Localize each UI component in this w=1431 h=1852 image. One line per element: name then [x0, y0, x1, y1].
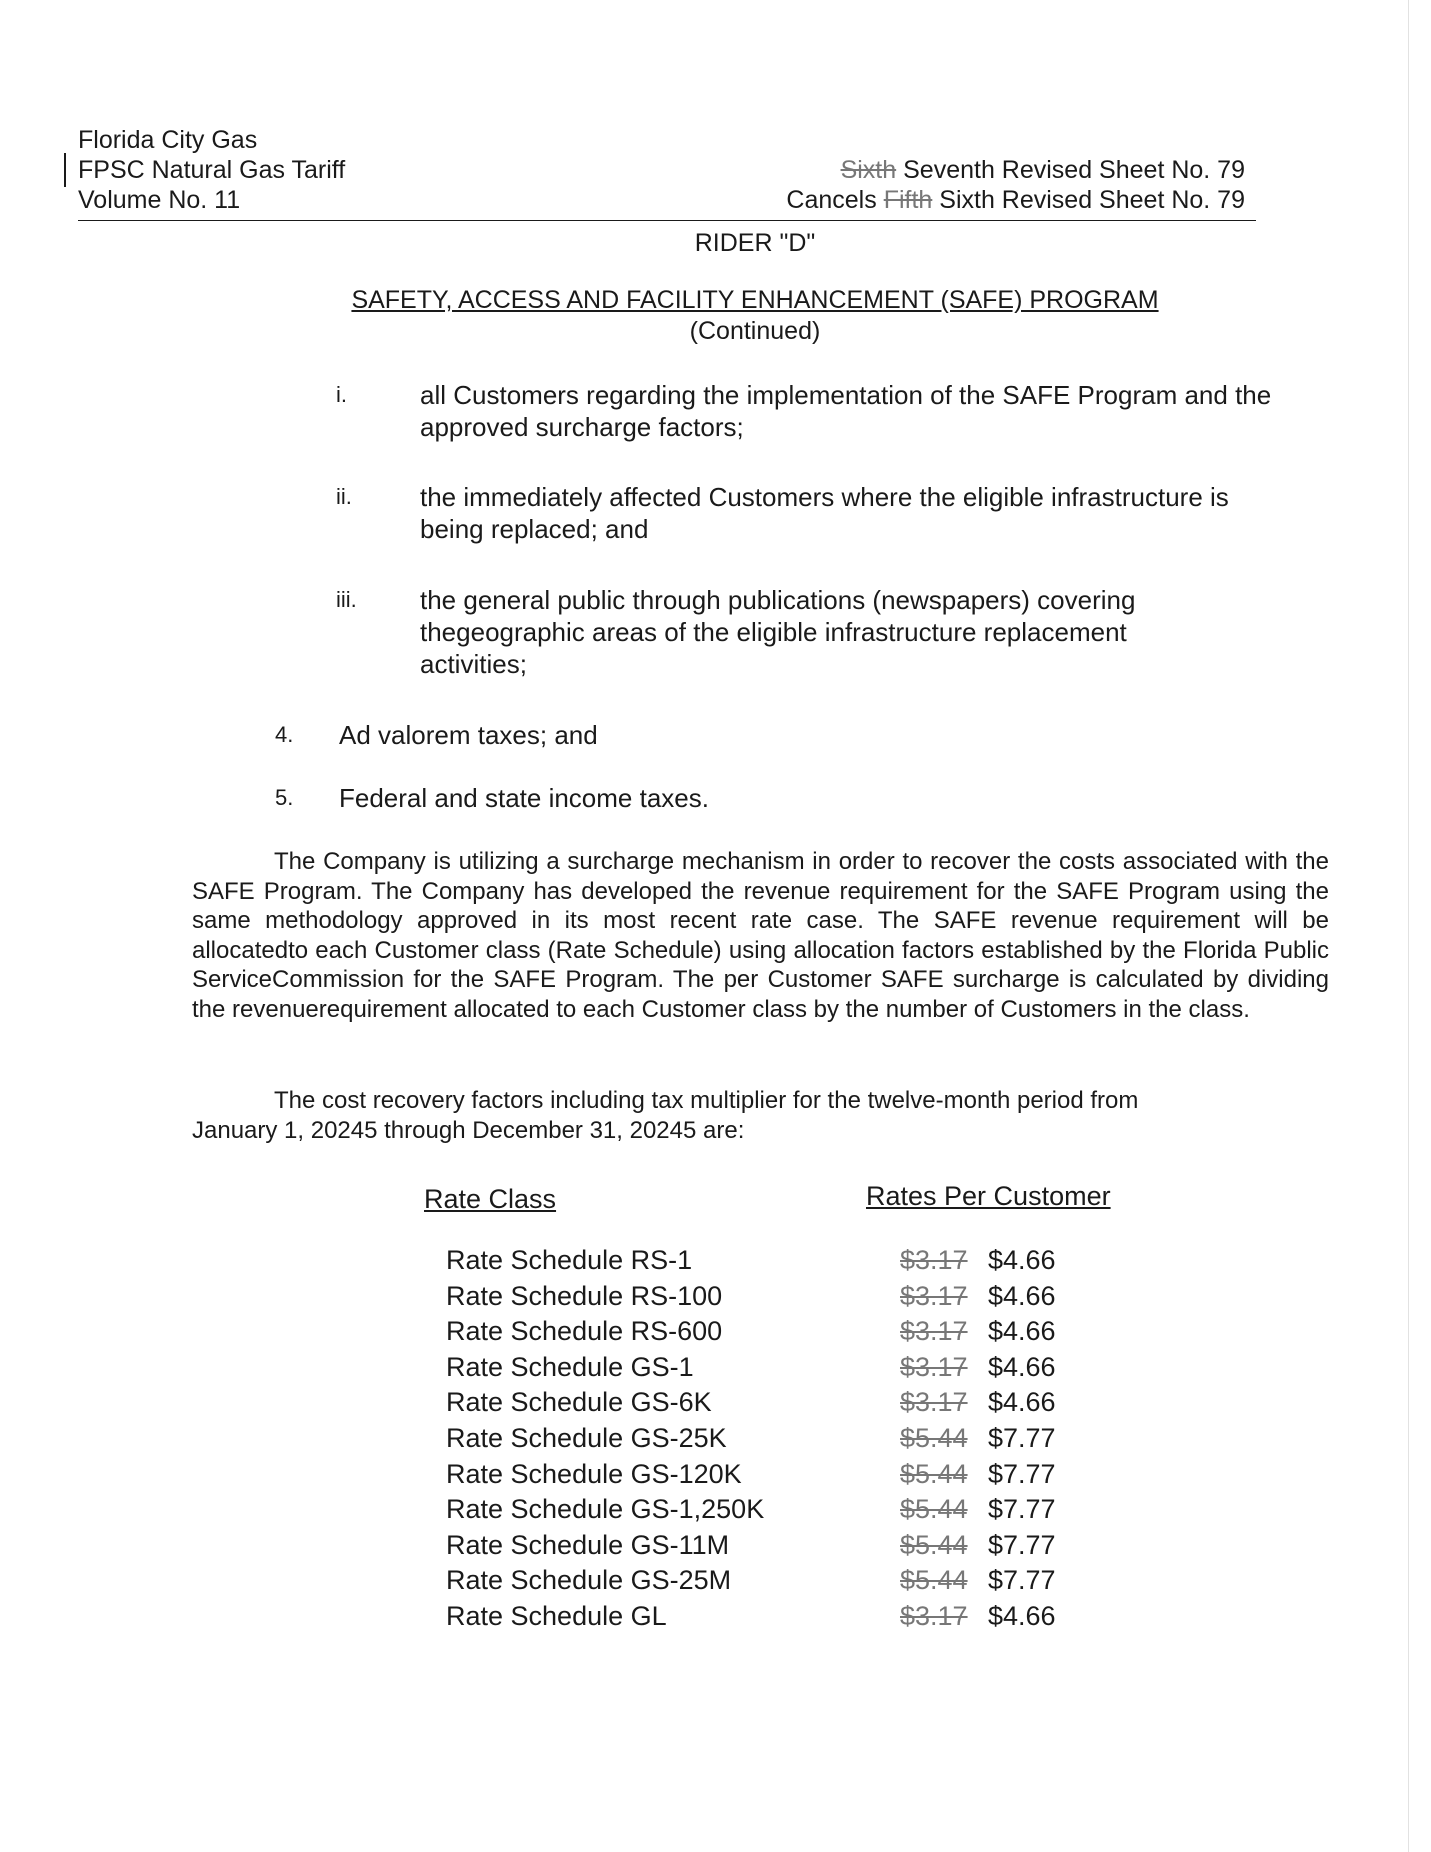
rate-schedule-label: Rate Schedule RS-600 [446, 1316, 723, 1347]
rate-table-row [0, 1599, 1431, 1634]
rate-schedule-label: Rate Schedule GS-6K [446, 1387, 712, 1418]
sheet-number [841, 155, 1245, 185]
old-rate-struck: $3.17 [900, 1245, 968, 1275]
rate-table-row [0, 1421, 1431, 1456]
rate-table-row [0, 1457, 1431, 1492]
new-rate: $7.77 [988, 1529, 1056, 1560]
rider-title: RIDER "D" [694, 229, 816, 257]
old-rate-struck: $3.17 [900, 1280, 968, 1311]
rate-schedule-label: Rate Schedule GS-1,250K [446, 1494, 765, 1525]
rate-table-row [0, 1243, 1431, 1278]
rate-class-header: Rate Class [424, 1184, 557, 1214]
rate-schedule-label: Rate Schedule GS-11M [446, 1529, 730, 1560]
old-rate-struck: $5.44 [900, 1494, 968, 1525]
cancels-prefix: Cancels [786, 186, 877, 214]
rate-table-row [0, 1563, 1431, 1598]
numbered-item-number: 5. [275, 785, 294, 810]
new-rate: $4.66 [988, 1387, 1056, 1418]
rate-schedule-label: Rate Schedule RS-100 [446, 1280, 723, 1311]
recovery-factors-intro: The cost recovery factors including tax multiplier for the twelve-month period from January 1, 20245 through December 31, 20245 are: [192, 1087, 1139, 1144]
new-rate: $7.77 [988, 1494, 1056, 1525]
header-divider [78, 220, 1256, 221]
old-rate-struck: $3.17 [900, 1387, 968, 1418]
numbered-item-text: Federal and state income taxes. [339, 783, 709, 813]
roman-item-text: all Customers regarding the implementation of the SAFE Program and the approved surcharge factors; [420, 380, 1272, 442]
numbered-item-number: 4. [275, 722, 294, 747]
rate-table-row [0, 1279, 1431, 1314]
sheet-struck-text: Sixth [840, 156, 897, 184]
rate-schedule-label: Rate Schedule GS-1 [446, 1351, 694, 1382]
roman-item-number: iii. [336, 587, 357, 612]
new-rate: $4.66 [988, 1351, 1056, 1382]
old-rate-struck: $5.44 [900, 1458, 968, 1489]
rate-table-row [0, 1385, 1431, 1420]
old-rate-struck: $3.17 [900, 1601, 968, 1631]
roman-item-number: i. [336, 382, 347, 407]
old-rate-struck: $3.17 [900, 1351, 968, 1382]
new-rate: $7.77 [988, 1458, 1056, 1489]
new-rate: $7.77 [988, 1423, 1056, 1453]
cancels-struck-text: Fifth [883, 186, 933, 214]
rate-schedule-label: Rate Schedule GS-25K [446, 1423, 727, 1453]
rate-table-row [0, 1314, 1431, 1349]
roman-item-number: ii. [336, 484, 352, 509]
new-rate: $4.66 [988, 1280, 1056, 1311]
company-name: Florida City Gas [78, 126, 258, 154]
old-rate-struck: $5.44 [900, 1565, 968, 1596]
continued-label: (Continued) [689, 317, 821, 345]
rate-schedule-label: Rate Schedule GS-25M [446, 1565, 732, 1596]
rate-table-row [0, 1492, 1431, 1527]
new-rate: $4.66 [988, 1245, 1056, 1275]
old-rate-struck: $5.44 [900, 1529, 968, 1560]
cancels-current-text: Sixth Revised Sheet No. 79 [939, 186, 1245, 214]
revision-change-bar [64, 153, 66, 187]
program-title [0, 285, 1431, 315]
cost-recovery-paragraph: The Company is utilizing a surcharge mechanism in order to recover the costs associated with the SAFE Program. The Company has developed the revenue requirement for the SAFE Program using the same methodology approved in its most recent rate case. The SAFE revenue requirement will be allocatedto each Customer class (Rate Schedule) using allocation factors established by the Florida Public ServiceCommission for the SAFE Program. The per Customer SAFE surcharge is calculated by dividing the revenuerequirement allocated to each Customer class by the number of Customers in the class. [192, 848, 1329, 1023]
cancels-sheet [786, 185, 1245, 215]
rate-table-row [0, 1350, 1431, 1385]
numbered-item-text: Ad valorem taxes; and [339, 720, 598, 750]
rate-schedule-label: Rate Schedule GL [446, 1601, 667, 1631]
old-rate-struck: $5.44 [900, 1423, 968, 1453]
tariff-name: FPSC Natural Gas Tariff [78, 156, 346, 184]
rate-table-row [0, 1528, 1431, 1563]
new-rate: $7.77 [988, 1565, 1056, 1596]
roman-item-text: the immediately affected Customers where the eligible infrastructure is being replaced; and [420, 482, 1229, 544]
rate-schedule-label: Rate Schedule RS-1 [446, 1245, 693, 1275]
roman-item-text: the general public through publications (newspapers) covering thegeographic areas of the eligible infrastructure replacement activities; [420, 585, 1136, 679]
new-rate: $4.66 [988, 1316, 1056, 1347]
rates-per-customer-header: Rates Per Customer [866, 1181, 1111, 1211]
scan-edge-line [1408, 0, 1409, 1852]
old-rate-struck: $3.17 [900, 1316, 968, 1347]
program-title-text: SAFETY, ACCESS AND FACILITY ENHANCEMENT (SAFE) PROGRAM [351, 286, 1159, 314]
new-rate: $4.66 [988, 1601, 1056, 1631]
sheet-current-text: Seventh Revised Sheet No. 79 [903, 156, 1245, 184]
rate-schedule-label: Rate Schedule GS-120K [446, 1458, 742, 1489]
volume-number: Volume No. 11 [78, 186, 241, 214]
